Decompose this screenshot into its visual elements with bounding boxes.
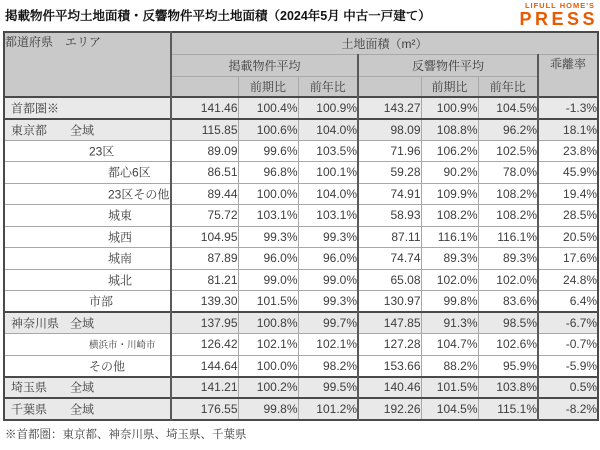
listed-avg-cell: 126.42	[171, 334, 238, 356]
response-avg-cell: 74.74	[358, 248, 421, 270]
area-cell	[4, 97, 171, 119]
listed-yoy-cell: 100.9%	[298, 97, 358, 119]
area-cell	[4, 377, 171, 399]
divergence-cell: 28.5%	[538, 205, 598, 227]
listed-yoy-cell: 101.2%	[298, 398, 358, 420]
area-label: 全域	[70, 380, 95, 395]
listed-qoq-cell: 99.3%	[238, 226, 298, 248]
response-qoq-cell: 100.9%	[421, 97, 478, 119]
listed-qoq-cell: 100.2%	[238, 377, 298, 399]
response-avg-cell: 98.09	[358, 119, 421, 141]
response-avg-cell: 87.11	[358, 226, 421, 248]
prefecture-label: 神奈川県	[11, 316, 60, 331]
response-yoy-cell: 102.0%	[478, 269, 538, 291]
response-qoq-cell: 88.2%	[421, 355, 478, 377]
table-row	[4, 312, 598, 334]
listed-avg-cell: 144.64	[171, 355, 238, 377]
response-yoy-cell: 95.9%	[478, 355, 538, 377]
table-row	[4, 377, 598, 399]
divergence-cell: 6.4%	[538, 291, 598, 313]
listed-qoq-cell: 100.0%	[238, 355, 298, 377]
footnote: ※首都圏：東京都、神奈川県、埼玉県、千葉県	[5, 429, 247, 441]
divergence-cell: 20.5%	[538, 226, 598, 248]
divergence-cell: 18.1%	[538, 119, 598, 141]
response-avg-cell: 130.97	[358, 291, 421, 313]
area-cell	[4, 291, 171, 313]
divergence-cell: 17.6%	[538, 248, 598, 270]
area-label: 市部	[89, 294, 114, 309]
area-cell	[4, 183, 171, 205]
area-cell	[4, 398, 171, 420]
header-listed-group: 掲載物件平均	[171, 54, 358, 76]
header-response-qoq: 前期比	[421, 76, 478, 97]
header-response-yoy: 前年比	[478, 76, 538, 97]
table-row	[4, 334, 598, 356]
response-avg-cell: 74.91	[358, 183, 421, 205]
response-yoy-cell: 108.2%	[478, 205, 538, 227]
listed-qoq-cell: 100.4%	[238, 97, 298, 119]
table-row	[4, 183, 598, 205]
listed-yoy-cell: 100.1%	[298, 162, 358, 184]
area-cell	[4, 226, 171, 248]
response-avg-cell: 71.96	[358, 140, 421, 162]
response-yoy-cell: 102.5%	[478, 140, 538, 162]
table-row	[4, 205, 598, 227]
header-response-group: 反響物件平均	[358, 54, 538, 76]
listed-avg-cell: 139.30	[171, 291, 238, 313]
response-avg-cell: 143.27	[358, 97, 421, 119]
response-qoq-cell: 99.8%	[421, 291, 478, 313]
listed-qoq-cell: 99.6%	[238, 140, 298, 162]
area-cell	[4, 269, 171, 291]
divergence-cell: 19.4%	[538, 183, 598, 205]
listed-avg-cell: 137.95	[171, 312, 238, 334]
header-listed-qoq: 前期比	[238, 76, 298, 97]
divergence-cell: -5.9%	[538, 355, 598, 377]
prefecture-label: 首都圏※	[11, 101, 60, 116]
area-label: 城東	[108, 208, 133, 223]
area-label: 都心6区	[108, 165, 151, 180]
listed-qoq-cell: 100.6%	[238, 119, 298, 141]
listed-avg-cell: 81.21	[171, 269, 238, 291]
listed-yoy-cell: 103.5%	[298, 140, 358, 162]
header-area: 都道府県 エリア	[4, 32, 171, 97]
response-yoy-cell: 83.6%	[478, 291, 538, 313]
prefecture-label: 埼玉県	[11, 380, 48, 395]
listed-qoq-cell: 100.0%	[238, 183, 298, 205]
listed-avg-cell: 86.51	[171, 162, 238, 184]
response-qoq-cell: 116.1%	[421, 226, 478, 248]
divergence-cell: -0.7%	[538, 334, 598, 356]
area-label: 全域	[70, 316, 95, 331]
response-qoq-cell: 89.3%	[421, 248, 478, 270]
listed-yoy-cell: 99.3%	[298, 291, 358, 313]
listed-qoq-cell: 96.8%	[238, 162, 298, 184]
table-row	[4, 355, 598, 377]
listed-qoq-cell: 101.5%	[238, 291, 298, 313]
area-label: 城西	[108, 230, 133, 245]
listed-avg-cell: 141.21	[171, 377, 238, 399]
response-avg-cell: 192.26	[358, 398, 421, 420]
listed-yoy-cell: 99.0%	[298, 269, 358, 291]
listed-yoy-cell: 99.7%	[298, 312, 358, 334]
listed-avg-cell: 87.89	[171, 248, 238, 270]
response-yoy-cell: 102.6%	[478, 334, 538, 356]
area-label: 城北	[108, 273, 133, 288]
divergence-cell: 45.9%	[538, 162, 598, 184]
area-label: 全域	[70, 123, 95, 137]
table-row	[4, 97, 598, 119]
response-yoy-cell: 103.8%	[478, 377, 538, 399]
listed-yoy-cell: 104.0%	[298, 119, 358, 141]
listed-qoq-cell: 102.1%	[238, 334, 298, 356]
response-yoy-cell: 96.2%	[478, 119, 538, 141]
area-label: その他	[89, 359, 126, 373]
area-label: 全域	[70, 402, 95, 417]
header-listed-yoy: 前年比	[298, 76, 358, 97]
divergence-cell: -6.7%	[538, 312, 598, 334]
listed-avg-cell: 104.95	[171, 226, 238, 248]
response-avg-cell: 147.85	[358, 312, 421, 334]
listed-yoy-cell: 98.2%	[298, 355, 358, 377]
response-avg-cell: 65.08	[358, 269, 421, 291]
area-label: 23区	[89, 144, 115, 159]
header-land-area: 土地面積（m²）	[171, 32, 598, 54]
table-row	[4, 398, 598, 420]
listed-qoq-cell: 103.1%	[238, 205, 298, 227]
divergence-cell: 24.8%	[538, 269, 598, 291]
response-avg-cell: 127.28	[358, 334, 421, 356]
table-row	[4, 291, 598, 313]
divergence-cell: 23.8%	[538, 140, 598, 162]
listed-qoq-cell: 99.0%	[238, 269, 298, 291]
listed-avg-cell: 89.44	[171, 183, 238, 205]
listed-yoy-cell: 104.0%	[298, 183, 358, 205]
listed-yoy-cell: 103.1%	[298, 205, 358, 227]
area-cell	[4, 140, 171, 162]
listed-yoy-cell: 102.1%	[298, 334, 358, 356]
response-avg-cell: 59.28	[358, 162, 421, 184]
land-area-table	[3, 31, 599, 421]
area-label: 城南	[108, 251, 133, 266]
prefecture-label: 東京都	[11, 123, 48, 137]
listed-avg-cell: 75.72	[171, 205, 238, 227]
header-row-1	[4, 32, 598, 54]
area-cell	[4, 355, 171, 377]
listed-avg-cell: 115.85	[171, 119, 238, 141]
logo-brand-text: LIFULL HOME'S	[524, 1, 595, 10]
response-qoq-cell: 108.8%	[421, 119, 478, 141]
table-row	[4, 248, 598, 270]
response-qoq-cell: 90.2%	[421, 162, 478, 184]
logo-press-text: PRESS	[519, 9, 598, 30]
table-body	[4, 97, 598, 420]
area-cell	[4, 334, 171, 356]
listed-yoy-cell: 99.3%	[298, 226, 358, 248]
table-row	[4, 162, 598, 184]
divergence-cell: -8.2%	[538, 398, 598, 420]
divergence-cell: -1.3%	[538, 97, 598, 119]
lifull-homes-press-logo	[519, 1, 598, 30]
area-cell	[4, 312, 171, 334]
header-spacer	[358, 76, 421, 97]
table-row	[4, 269, 598, 291]
table-row	[4, 119, 598, 141]
area-cell	[4, 162, 171, 184]
area-cell	[4, 248, 171, 270]
response-qoq-cell: 109.9%	[421, 183, 478, 205]
listed-qoq-cell: 99.8%	[238, 398, 298, 420]
response-yoy-cell: 104.5%	[478, 97, 538, 119]
response-qoq-cell: 101.5%	[421, 377, 478, 399]
response-avg-cell: 153.66	[358, 355, 421, 377]
response-qoq-cell: 106.2%	[421, 140, 478, 162]
header-spacer	[171, 76, 238, 97]
response-yoy-cell: 116.1%	[478, 226, 538, 248]
table-row	[4, 226, 598, 248]
response-qoq-cell: 104.5%	[421, 398, 478, 420]
response-yoy-cell: 115.1%	[478, 398, 538, 420]
response-qoq-cell: 91.3%	[421, 312, 478, 334]
table-row	[4, 140, 598, 162]
area-cell	[4, 205, 171, 227]
response-yoy-cell: 89.3%	[478, 248, 538, 270]
response-yoy-cell: 78.0%	[478, 162, 538, 184]
listed-avg-cell: 89.09	[171, 140, 238, 162]
listed-qoq-cell: 96.0%	[238, 248, 298, 270]
header-divergence: 乖離率	[538, 54, 598, 97]
page-title: 掲載物件平均土地面積・反響物件平均土地面積（2024年5月 中古一戸建て）	[5, 9, 431, 23]
listed-yoy-cell: 99.5%	[298, 377, 358, 399]
area-label: 横浜市・川崎市	[89, 340, 156, 352]
response-qoq-cell: 102.0%	[421, 269, 478, 291]
divergence-cell: 0.5%	[538, 377, 598, 399]
listed-yoy-cell: 96.0%	[298, 248, 358, 270]
area-cell	[4, 119, 171, 141]
response-yoy-cell: 98.5%	[478, 312, 538, 334]
response-avg-cell: 140.46	[358, 377, 421, 399]
prefecture-label: 千葉県	[11, 402, 48, 417]
response-qoq-cell: 104.7%	[421, 334, 478, 356]
response-avg-cell: 58.93	[358, 205, 421, 227]
listed-qoq-cell: 100.8%	[238, 312, 298, 334]
area-label: 23区その他	[108, 187, 170, 202]
listed-avg-cell: 176.55	[171, 398, 238, 420]
response-qoq-cell: 108.2%	[421, 205, 478, 227]
response-yoy-cell: 108.2%	[478, 183, 538, 205]
listed-avg-cell: 141.46	[171, 97, 238, 119]
